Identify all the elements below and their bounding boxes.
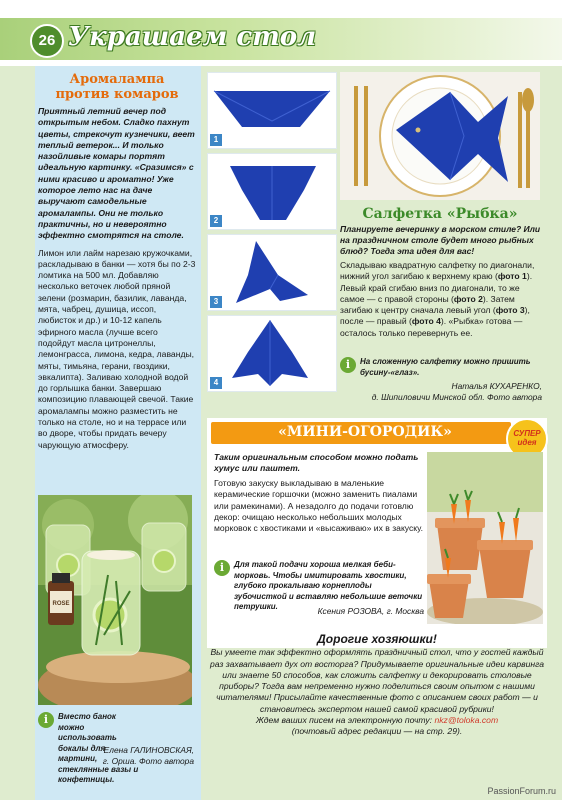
info-icon: i — [340, 357, 356, 373]
fish-photo-ref-2: фото 2 — [453, 293, 483, 304]
fish-napkin-illustration — [340, 72, 540, 200]
appeal-address-note: (почтовый адрес редакции — на стр. 29). — [291, 726, 463, 737]
carrot-pots-illustration — [427, 452, 543, 624]
aroma-signature — [38, 745, 194, 766]
fish-author: Наталья КУХАРЕНКО, — [451, 381, 542, 391]
napkin-step-1-illustration — [208, 73, 336, 148]
info-icon: i — [214, 560, 230, 576]
mini-intro: Таким оригинальным способом можно подать хумус или паштет. — [214, 452, 419, 474]
aroma-tip-text: Вместо банок можно использовать бокалы для мартини, стеклянные вазы и конфетницы. — [58, 712, 139, 784]
aroma-title — [38, 72, 196, 102]
aroma-lamps-illustration — [38, 495, 192, 705]
mini-tip-text: Для такой подачи хороша мелкая беби-морковь. Чтобы имитировать хвостики, глубоко прокалываю корнеплоды зубочисткой и вставляю небольшие веточки петрушки. — [234, 560, 423, 611]
napkin-step-4-illustration — [208, 316, 336, 391]
appeal-email-link[interactable]: nkz@toloka.com — [434, 715, 499, 726]
step-number-1: 1 — [210, 134, 222, 146]
fish-body-part-2: ). Левый край сгибаю вниз по диагонали, то же самое — с правой стороны ( — [340, 271, 533, 304]
page-header — [0, 0, 562, 66]
fish-title: Салфетка «Рыбка» — [362, 206, 518, 222]
fish-photo-ref-4: фото 4 — [411, 316, 441, 327]
aroma-title-line-1: Аромалампа — [69, 72, 165, 87]
carrot-pots-photo — [427, 452, 543, 624]
bottle-label: ROSE — [52, 601, 70, 607]
fish-signature — [340, 381, 542, 402]
mini-signature: Ксения РОЗОВА, г. Москва — [317, 606, 424, 616]
mini-title: «МИНИ-ОГОРОДИК» — [278, 424, 452, 440]
page-number: 26 — [30, 24, 64, 58]
fish-body-part-4: ), после — правый ( — [340, 305, 530, 327]
step-number-2: 2 — [210, 215, 222, 227]
fish-intro: Планируете вечеринку в морском стиле? Или на праздничном столе будет много рыбных блюд? Тогда эта идея для вас! — [340, 224, 541, 256]
napkin-steps — [207, 72, 335, 396]
aroma-photo — [38, 495, 192, 705]
step-photo-1 — [207, 72, 337, 149]
badge-line-1: СУПЕР — [513, 429, 541, 438]
fish-body — [340, 260, 544, 339]
fish-photo — [340, 72, 540, 200]
appeal-heading: Дорогие хозяюшки! — [317, 632, 437, 646]
step-photo-3 — [207, 234, 337, 311]
appeal-mail-line — [207, 715, 547, 726]
fish-tip — [340, 357, 540, 378]
appeal-mail-label: Ждем ваших писем на электронную почту: — [255, 715, 433, 726]
napkin-step-2-illustration — [208, 154, 336, 229]
fish-body-part-3: ). Затем загибаю к центру сначала левый угол ( — [340, 293, 515, 316]
watermark: PassionForum.ru — [487, 786, 556, 796]
aroma-article — [38, 72, 196, 492]
fish-body-part-1: Складываю квадратную салфетку по диагонали, нижний угол загибаю к верхнему краю ( — [340, 260, 535, 282]
readers-appeal — [207, 634, 547, 738]
aroma-author-place: г. Орша. Фото автора — [102, 755, 194, 766]
aroma-title-line-2: против комаров — [55, 87, 179, 102]
fish-photo-ref-1: фото 1 — [497, 271, 527, 282]
aroma-body: Лимон или лайм нарезаю кружочками, раскладываю в банки — хотя бы по 2-3 ломтика на 500 мл. Добавляю несколько веточек любой пряной зелени (розмарин, базилик, лаванда, мята, чабрец, душица, иссоп, любисток и др.) и 10-12 капель эфирного масла (лучше всего подойдут масла цитронеллы, лемонграсса, лимона, кедра, лаванды, мяты, тимьяна, герани, гвоздики, эвкалипта). Заливаю холодной водой до горлышка банки. Завершаю композицию плавающей свечой. Такие аромалампы можно разместить не только на столе, но и на террасе или во дворе, чтобы придать вечеру чарующую атмосферу. — [38, 247, 196, 450]
fish-author-place: д. Шипиловичи Минской обл. Фото автора — [371, 391, 542, 402]
aroma-intro: Приятный летний вечер под открытым небом. Сладко пахнут цветы, стрекочут кузнечики, веет теплый ветерок... И только назойливые комары портят идеальную картинку. «Сразимся» с ними красиво и ароматно! Уже которое лето нас на даче выручают самодельные аромалампы. Они не только практичны, но и невероятно эффектно смотрятся на столе. — [38, 106, 195, 241]
step-number-4: 4 — [210, 377, 222, 389]
step-photo-2 — [207, 153, 337, 230]
info-icon: i — [38, 712, 54, 728]
mini-tip — [214, 560, 424, 613]
fish-body-part-5: ). «Рыбка» готова — осталось только перевернуть ее. — [340, 316, 523, 338]
fish-tip-text: На сложенную салфетку можно пришить бусину-«глаз». — [360, 357, 531, 377]
napkin-step-3-illustration — [208, 235, 336, 310]
appeal-text: Вы умеете так эффектно оформлять праздничный стол, что у гостей каждый раз захватывает дух от восторга? Придумываете оригинальные идеи карвинга или знаете 50 способов, как сложить салфетку и декорировать столовые приборы? Тогда вам непременно нужно поделиться своим опытом с нашими читателями! Присылайте качественные фото с описанием своих работ — и становитесь экспертом нашей самой красивой рубрики! — [209, 647, 545, 714]
mini-body: Готовую закуску выкладываю в маленькие керамические горшочки (можно заменить пиалами или рамекинами). А незадолго до подачи готовлю декор: очищаю несколько небольших молодых морковок с хвостиками и «высаживаю» их в закуску. — [214, 478, 423, 534]
step-number-3: 3 — [210, 296, 222, 308]
badge-line-2: идея — [517, 438, 537, 447]
step-photo-4 — [207, 315, 337, 392]
aroma-author: Елена ГАЛИНОВСКАЯ, — [103, 745, 194, 755]
section-title: Украшаем стол — [68, 22, 317, 52]
fish-photo-ref-3: фото 3 — [495, 305, 525, 316]
